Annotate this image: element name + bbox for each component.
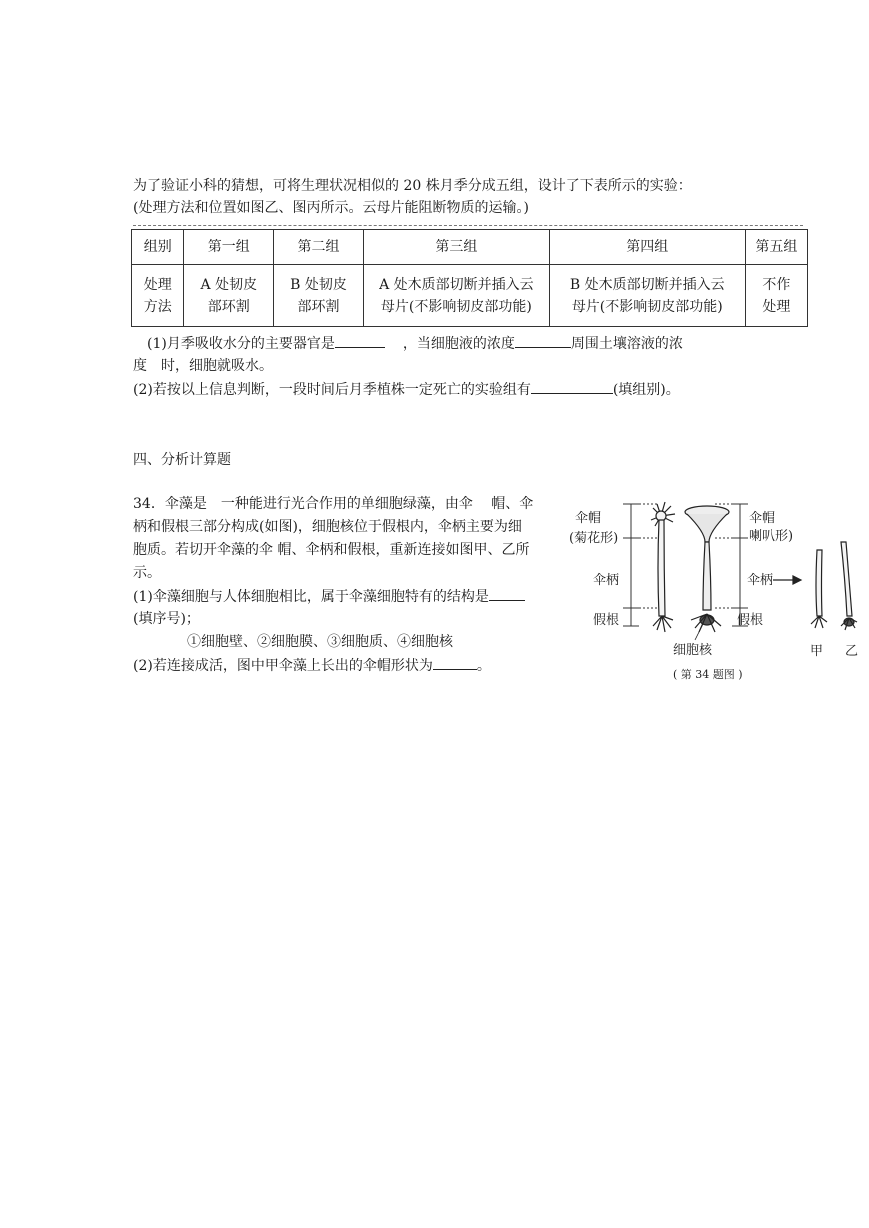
cropped-edge xyxy=(133,225,803,228)
left-alga xyxy=(651,502,675,632)
header-cell: 第四组 xyxy=(549,230,745,265)
cell-line: A 处木质部切断并插入云 xyxy=(379,276,534,293)
cell-line: B 处木质部切断并插入云 xyxy=(569,276,725,293)
q34-options: ①细胞壁、②细胞膜、③细胞质、④细胞核 xyxy=(187,634,453,650)
header-cell: 组别 xyxy=(132,230,184,265)
acetabularia-figure xyxy=(565,498,865,688)
q1-text-c: 周围土壤溶液的浓 xyxy=(570,336,683,352)
q34-sub-1-text: (1)伞藻细胞与人体细胞相比，属于伞藻细胞特有的结构是 xyxy=(133,589,489,605)
answer-blank-4[interactable] xyxy=(489,586,525,601)
q34-sub-2-end: 。 xyxy=(476,658,491,674)
cell-line: 部环割 xyxy=(207,298,250,315)
label-cap-right: 伞帽 xyxy=(749,511,776,526)
q34-line-2: 柄和假根三部分构成(如图)，细胞核位于假根内，伞柄主要为细 xyxy=(133,519,522,535)
q1-text-a: (1)月季吸收水分的主要器官是 xyxy=(147,336,335,352)
cell-line: 母片(不影响韧皮部功能) xyxy=(571,298,723,315)
label-yi: 乙 xyxy=(845,644,859,659)
intro-line-1: 为了验证小科的猜想，可将生理状况相似的 20 株月季分成五组，设计了下表所示的实验： xyxy=(133,178,692,194)
label-rhizoid-left: 假根 xyxy=(593,613,620,628)
row-label xyxy=(132,265,184,327)
graft-yi xyxy=(841,542,857,630)
table-cell xyxy=(274,265,364,327)
table-cell xyxy=(745,265,807,327)
q34-sub-2 xyxy=(133,655,491,676)
label-cap-right-shape: 喇叭形) xyxy=(749,529,794,544)
q1-text-b: ，当细胞液的浓度 xyxy=(402,336,515,352)
table-cell xyxy=(363,265,549,327)
section-title: 四、分析计算题 xyxy=(133,452,231,468)
label-stalk-right: 伞柄 xyxy=(747,573,774,588)
figure-drawing xyxy=(565,498,865,688)
header-cell: 第二组 xyxy=(274,230,364,265)
row-label-line: 处理 xyxy=(143,276,172,293)
question-1-line-1 xyxy=(147,333,683,354)
cell-line: B 处韧皮 xyxy=(290,276,347,293)
answer-blank-2[interactable] xyxy=(515,333,571,348)
header-cell: 第三组 xyxy=(363,230,549,265)
table-cell xyxy=(549,265,745,327)
answer-blank-3[interactable] xyxy=(531,379,613,394)
cell-line: 不作 xyxy=(762,276,791,293)
cell-line: 处理 xyxy=(762,298,791,315)
question-1-line-2: 度 时，细胞就吸水。 xyxy=(133,358,273,374)
intro-line-2: (处理方法和位置如图乙、图丙所示。云母片能阻断物质的运输。) xyxy=(133,200,529,216)
label-cap-left-shape: (菊花形) xyxy=(569,531,619,546)
q34-line-3: 胞质。若切开伞藻的伞 帽、伞柄和假根，重新连接如图甲、乙所 xyxy=(133,542,530,558)
header-cell: 第一组 xyxy=(184,230,274,265)
q34-sub-2-text: (2)若连接成活，图中甲伞藻上长出的伞帽形状为 xyxy=(133,658,433,674)
experiment-table xyxy=(131,229,808,327)
label-nucleus: 细胞核 xyxy=(673,643,713,658)
question-2 xyxy=(133,379,680,400)
cell-line: 母片(不影响韧皮部功能) xyxy=(380,298,532,315)
right-alga xyxy=(685,506,729,640)
label-cap-left: 伞帽 xyxy=(575,511,602,526)
table-header-row xyxy=(132,230,808,265)
cell-line: 部环割 xyxy=(297,298,340,315)
q2-text-b: (填组别)。 xyxy=(612,382,680,398)
graft-jia xyxy=(811,550,827,628)
label-rhizoid-right: 假根 xyxy=(737,613,764,628)
q34-line-4: 示。 xyxy=(133,565,161,581)
cell-line: A 处韧皮 xyxy=(200,276,258,293)
header-cell: 第五组 xyxy=(745,230,807,265)
q2-text-a: (2)若按以上信息判断，一段时间后月季植株一定死亡的实验组有 xyxy=(133,382,531,398)
answer-blank-5[interactable] xyxy=(433,655,477,670)
table-row xyxy=(132,265,808,327)
q34-sub-1 xyxy=(133,586,525,607)
label-jia: 甲 xyxy=(810,644,824,659)
label-stalk-left: 伞柄 xyxy=(593,573,620,588)
q34-line-1: 34．伞藻是 一种能进行光合作用的单细胞绿藻，由伞 帽、伞 xyxy=(133,496,534,512)
q34-sub-1-hint: (填序号)； xyxy=(133,611,200,627)
answer-blank-1[interactable] xyxy=(335,333,385,348)
row-label-line: 方法 xyxy=(143,298,172,315)
figure-caption: ( 第 34 题图 ) xyxy=(673,668,743,681)
table-cell xyxy=(184,265,274,327)
